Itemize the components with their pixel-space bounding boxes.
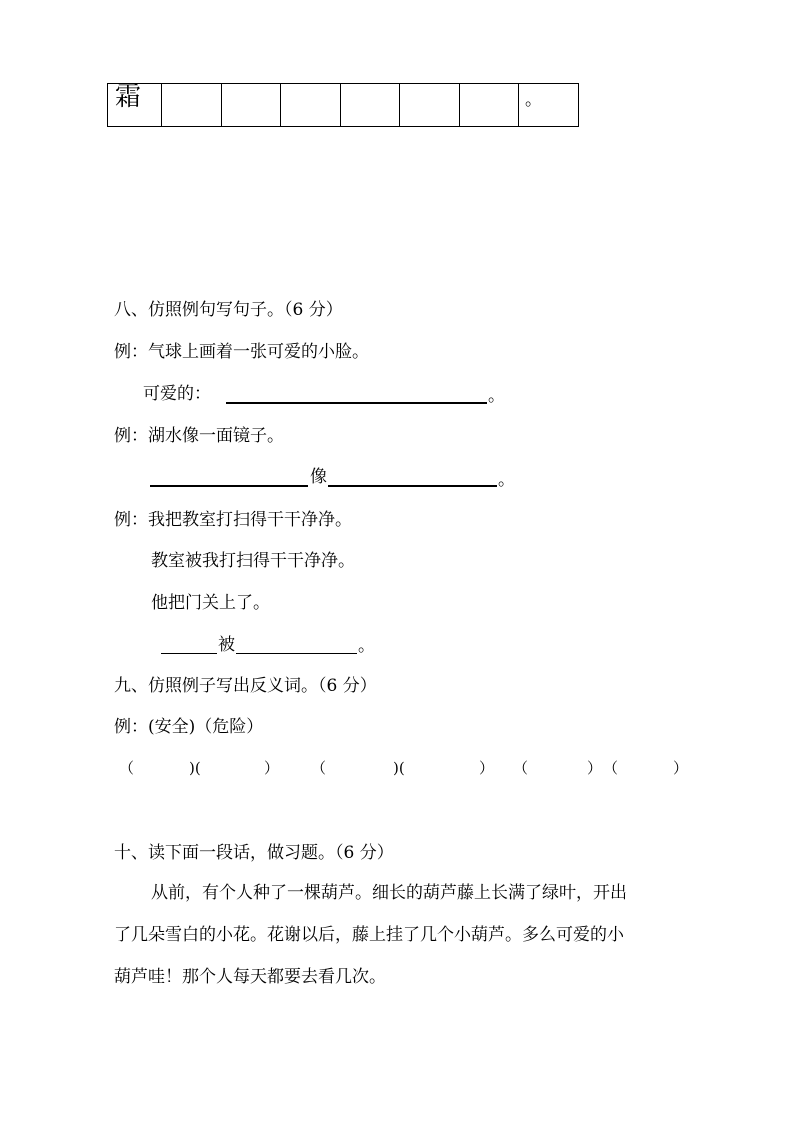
grid-cell-first bbox=[108, 84, 162, 127]
antonym-blank-3-open: （ bbox=[311, 759, 327, 777]
section8-title: 八、仿照例句写句子。（6 分） bbox=[114, 300, 343, 320]
grid-cell[interactable] bbox=[162, 84, 222, 127]
section8-ex3-mid: 被 bbox=[218, 635, 235, 655]
section8-example3-task: 他把门关上了。 bbox=[151, 593, 270, 613]
answer-line[interactable] bbox=[150, 485, 308, 487]
grid-cell[interactable] bbox=[281, 84, 341, 127]
passage-line-1: 从前，有个人种了一棵葫芦。细长的葫芦藤上长满了绿叶，开出 bbox=[151, 883, 627, 903]
grid-cell[interactable] bbox=[341, 84, 400, 127]
answer-line[interactable] bbox=[161, 653, 217, 654]
antonym-blank-2-close: ） bbox=[264, 759, 280, 777]
answer-line[interactable] bbox=[226, 402, 487, 404]
passage-line-3: 葫芦哇！那个人每天都要去看几次。 bbox=[114, 967, 386, 987]
antonym-blank-3-close: )( bbox=[393, 759, 405, 777]
answer-line[interactable] bbox=[236, 653, 357, 654]
answer-line[interactable] bbox=[328, 485, 497, 487]
section8-example2: 例：湖水像一面镜子。 bbox=[114, 426, 284, 446]
antonym-blank-6-open: （ bbox=[603, 759, 619, 777]
grid-last-char: 。 bbox=[525, 90, 542, 110]
section10-title: 十、读下面一段话，做习题。（6 分） bbox=[114, 843, 394, 863]
section8-ex2-mid: 像 bbox=[310, 467, 327, 487]
grid-first-char: 霜 bbox=[115, 82, 142, 112]
section8-ex3-end: 。 bbox=[358, 636, 375, 656]
antonym-blank-1-open: （ bbox=[119, 759, 135, 777]
antonym-blank-5-open: （ bbox=[513, 759, 529, 777]
antonym-blank-6-close: ） bbox=[673, 759, 689, 777]
antonym-blank-5-close: ） bbox=[587, 759, 603, 777]
antonym-blank-4-close: ） bbox=[479, 759, 495, 777]
section8-ex1-prompt: 可爱的： bbox=[143, 384, 211, 404]
antonym-blank-1-close: )( bbox=[189, 759, 201, 777]
section8-example3-passive: 教室被我打扫得干干净净。 bbox=[151, 551, 355, 571]
section8-ex2-end: 。 bbox=[498, 470, 515, 490]
section8-ex1-end: 。 bbox=[488, 386, 505, 406]
section8-example3: 例：我把教室打扫得干干净净。 bbox=[114, 510, 352, 530]
passage-line-2: 了几朵雪白的小花。花谢以后，藤上挂了几个小葫芦。多么可爱的小 bbox=[114, 925, 624, 945]
writing-grid bbox=[107, 83, 579, 127]
section9-title: 九、仿照例子写出反义词。（6 分） bbox=[114, 676, 377, 696]
section9-example: 例：(安全)（危险） bbox=[114, 717, 264, 737]
grid-cell-last bbox=[519, 84, 579, 127]
section8-example1: 例：气球上画着一张可爱的小脸。 bbox=[114, 342, 369, 362]
grid-cell[interactable] bbox=[460, 84, 519, 127]
grid-cell[interactable] bbox=[400, 84, 460, 127]
grid-cell[interactable] bbox=[222, 84, 281, 127]
